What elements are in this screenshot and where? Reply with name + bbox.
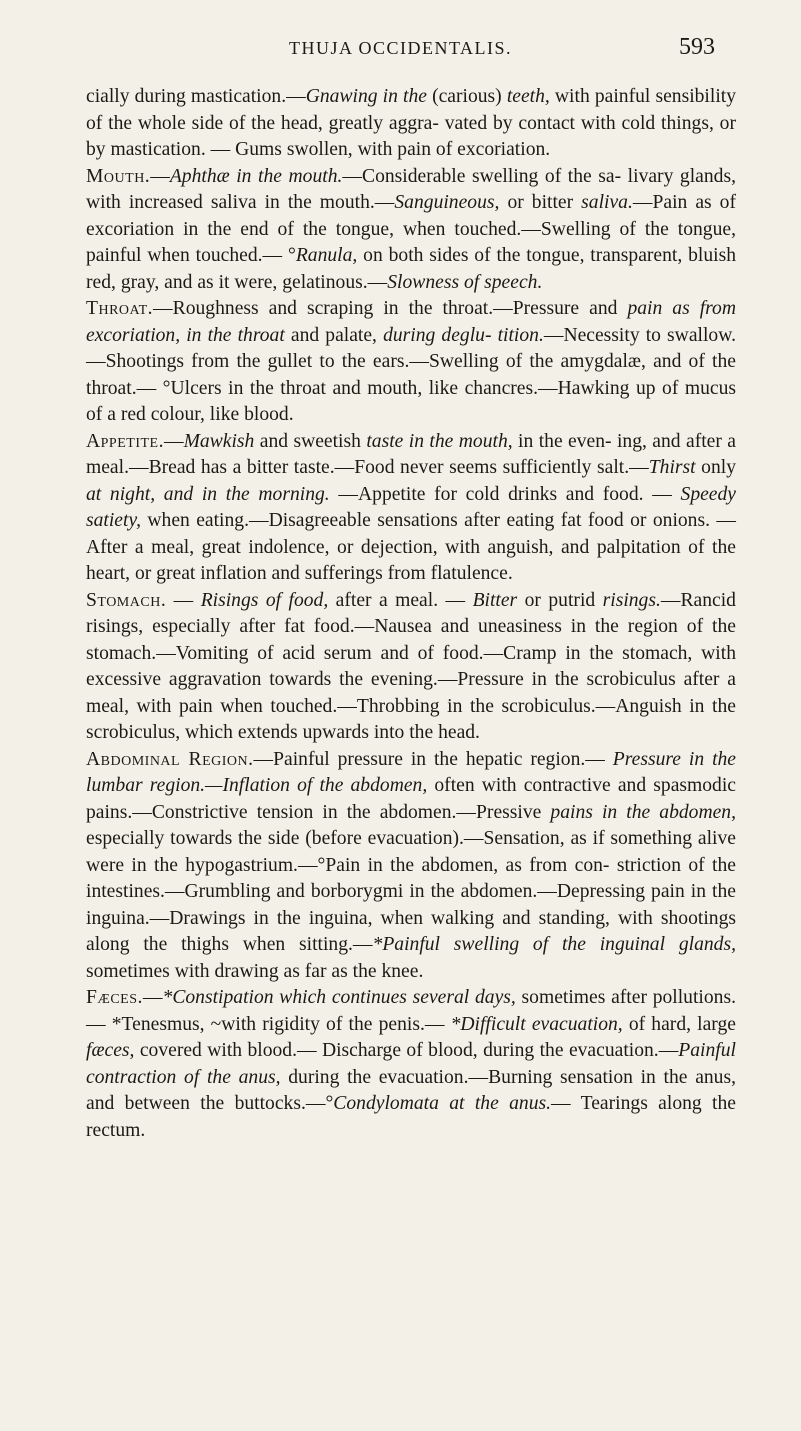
text-run: — — [166, 589, 201, 611]
text-run: and sweetish — [254, 430, 367, 452]
text-run: — — [150, 165, 170, 187]
italic-text: teeth, — [506, 86, 550, 107]
text-run: —Painful pressure in the hepatic region.— — [253, 748, 613, 770]
body-text — [86, 84, 736, 1144]
text-run: (carious) — [426, 86, 507, 107]
text-run: —Rancid risings, especially after fat food.—Nausea and uneasiness in the region of the stomach.—Vomiting of acid serum and of food.—Cramp in the stomach, with excessive aggravation towards the evening.—Pressure in the scrobiculus after a meal, with pain when touched.—Throbbing in the scrobiculus.—Anguish in the scrobiculus, which extends upwards into the head. — [86, 589, 736, 743]
paragraph-stomach — [86, 588, 736, 747]
paragraph-abdominal-region — [86, 747, 736, 986]
text-run: —Appetite for cold drinks and food. — — [329, 483, 681, 505]
text-run: often with contractive and spasmodic pains.—Constrictive tension in the abdomen.—Pressive — [86, 775, 736, 823]
italic-text: Mawkish — [183, 430, 255, 452]
text-run: during the evacuation.—Burning sensation in the anus, and between the buttocks.—° — [86, 1066, 737, 1114]
italic-text: Condylomata at the anus. — [333, 1093, 552, 1114]
italic-text: saliva. — [581, 192, 633, 213]
text-run: sometimes after pollutions. — *Tenesmus, ~with rigidity of the penis.— — [86, 987, 736, 1035]
section-heading: Fæces. — [86, 987, 143, 1008]
section-heading: Appetite. — [86, 430, 164, 452]
italic-text: Ranula, — [295, 245, 358, 266]
paragraph-mouth — [86, 164, 736, 297]
italic-text: fæces, — [86, 1040, 135, 1061]
italic-text: pain as from excoriation, in the throat — [86, 298, 737, 346]
text-run: on both sides of the tongue, transparent, bluish red, gray, and as it were, gelatinous.— — [86, 245, 736, 293]
italic-text: taste in the mouth, — [366, 430, 513, 452]
text-run: with painful sensibility of the whole side of the head, greatly aggra- vated by contact with cold things, or by mastication. — Gums swollen, with pain of excoriation. — [86, 86, 737, 160]
text-run: —Necessity to swallow.—Shootings from the gullet to the ears.—Swelling of the amygdalæ, and of the throat.— °Ulcers in the throat and mouth, like chancres.—Hawking up of mucus of a red colour, like blood. — [86, 324, 736, 425]
paragraph-faeces — [86, 985, 736, 1144]
text-run: of hard, large — [622, 1013, 736, 1035]
text-run: —Roughness and scraping in the throat.—Pressure and — [153, 298, 628, 319]
italic-text: *Constipation which continues several days, — [162, 987, 516, 1008]
section-heading: Mouth. — [86, 165, 151, 187]
text-run: or putrid — [517, 589, 603, 611]
italic-text: Risings of food, — [200, 589, 329, 611]
text-run: when eating.—Disagreeable sensations after eating fat food or onions. —After a meal, great indolence, or dejection, with anguish, and palpitation of the heart, or great inflation and sufferings from flatulence. — [86, 510, 736, 584]
italic-text: during deglu- tition. — [383, 324, 544, 346]
italic-text: risings. — [602, 589, 661, 611]
text-run: covered with blood.— Discharge of blood, during the evacuation.— — [134, 1040, 679, 1061]
text-run: after a meal. — — [328, 589, 473, 611]
paragraph-appetite — [86, 429, 736, 588]
italic-text: Gnawing in the — [305, 86, 427, 107]
text-run: and palate, — [284, 324, 384, 346]
italic-text: Aphthæ in the mouth. — [169, 165, 343, 187]
text-run: especially towards the side (before evacuation).—Sensation, as if something alive were in the hypogastrium.—°Pain in the abdomen, as from con- striction of the intestines.—Grumbling and borborygmi in the abdomen.—Depressing pain in the inguina.—Drawings in the inguina, when walking and standing, with shootings along the thighs when sitting.— — [86, 828, 736, 955]
page-number: 593 — [679, 34, 715, 60]
italic-text: *Painful swelling of the inguinal glands, — [372, 934, 736, 955]
text-run: —Pain as of excoriation in the end of the tongue, when touched.—Swelling of the tongue, painful when touched.— ° — [86, 192, 736, 266]
paragraph-throat — [86, 296, 736, 429]
italic-text: Thirst — [648, 457, 696, 478]
text-run: — — [164, 430, 184, 452]
section-heading: Abdominal Region. — [86, 748, 254, 770]
italic-text: Bitter — [472, 589, 518, 611]
section-heading: Throat. — [86, 298, 154, 319]
text-run: cially during mastication.— — [86, 86, 306, 107]
italic-text: *Difficult evacuation, — [450, 1013, 623, 1035]
italic-text: Slowness of speech. — [387, 271, 543, 293]
italic-text: Pressure in the lumbar region.—Inflation of the abdomen, — [86, 748, 737, 796]
section-heading: Stomach. — [86, 589, 167, 611]
text-run: sometimes with drawing as far as the knee. — [86, 960, 424, 982]
running-title: THUJA OCCIDENTALIS. — [288, 38, 513, 58]
text-run: —Considerable swelling of the sa- livary glands, with increased saliva in the mouth.— — [86, 165, 736, 213]
text-run: only — [695, 457, 736, 478]
italic-text: at night, and in the morning. — [86, 483, 330, 505]
text-run: or bitter — [499, 192, 582, 213]
paragraph-teeth — [86, 84, 736, 164]
running-head — [0, 34, 801, 68]
italic-text: Painful contraction of the anus, — [86, 1040, 736, 1088]
italic-text: pains in the abdomen, — [550, 801, 736, 823]
text-run: in the even- ing, and after a meal.—Bread has a bitter taste.—Food never seems sufficiently salt.— — [86, 430, 736, 478]
italic-text: Sanguineous, — [394, 192, 500, 213]
text-run: — Tearings along the rectum. — [86, 1093, 736, 1141]
italic-text: Speedy satiety, — [86, 483, 736, 531]
text-run: — — [142, 987, 163, 1008]
